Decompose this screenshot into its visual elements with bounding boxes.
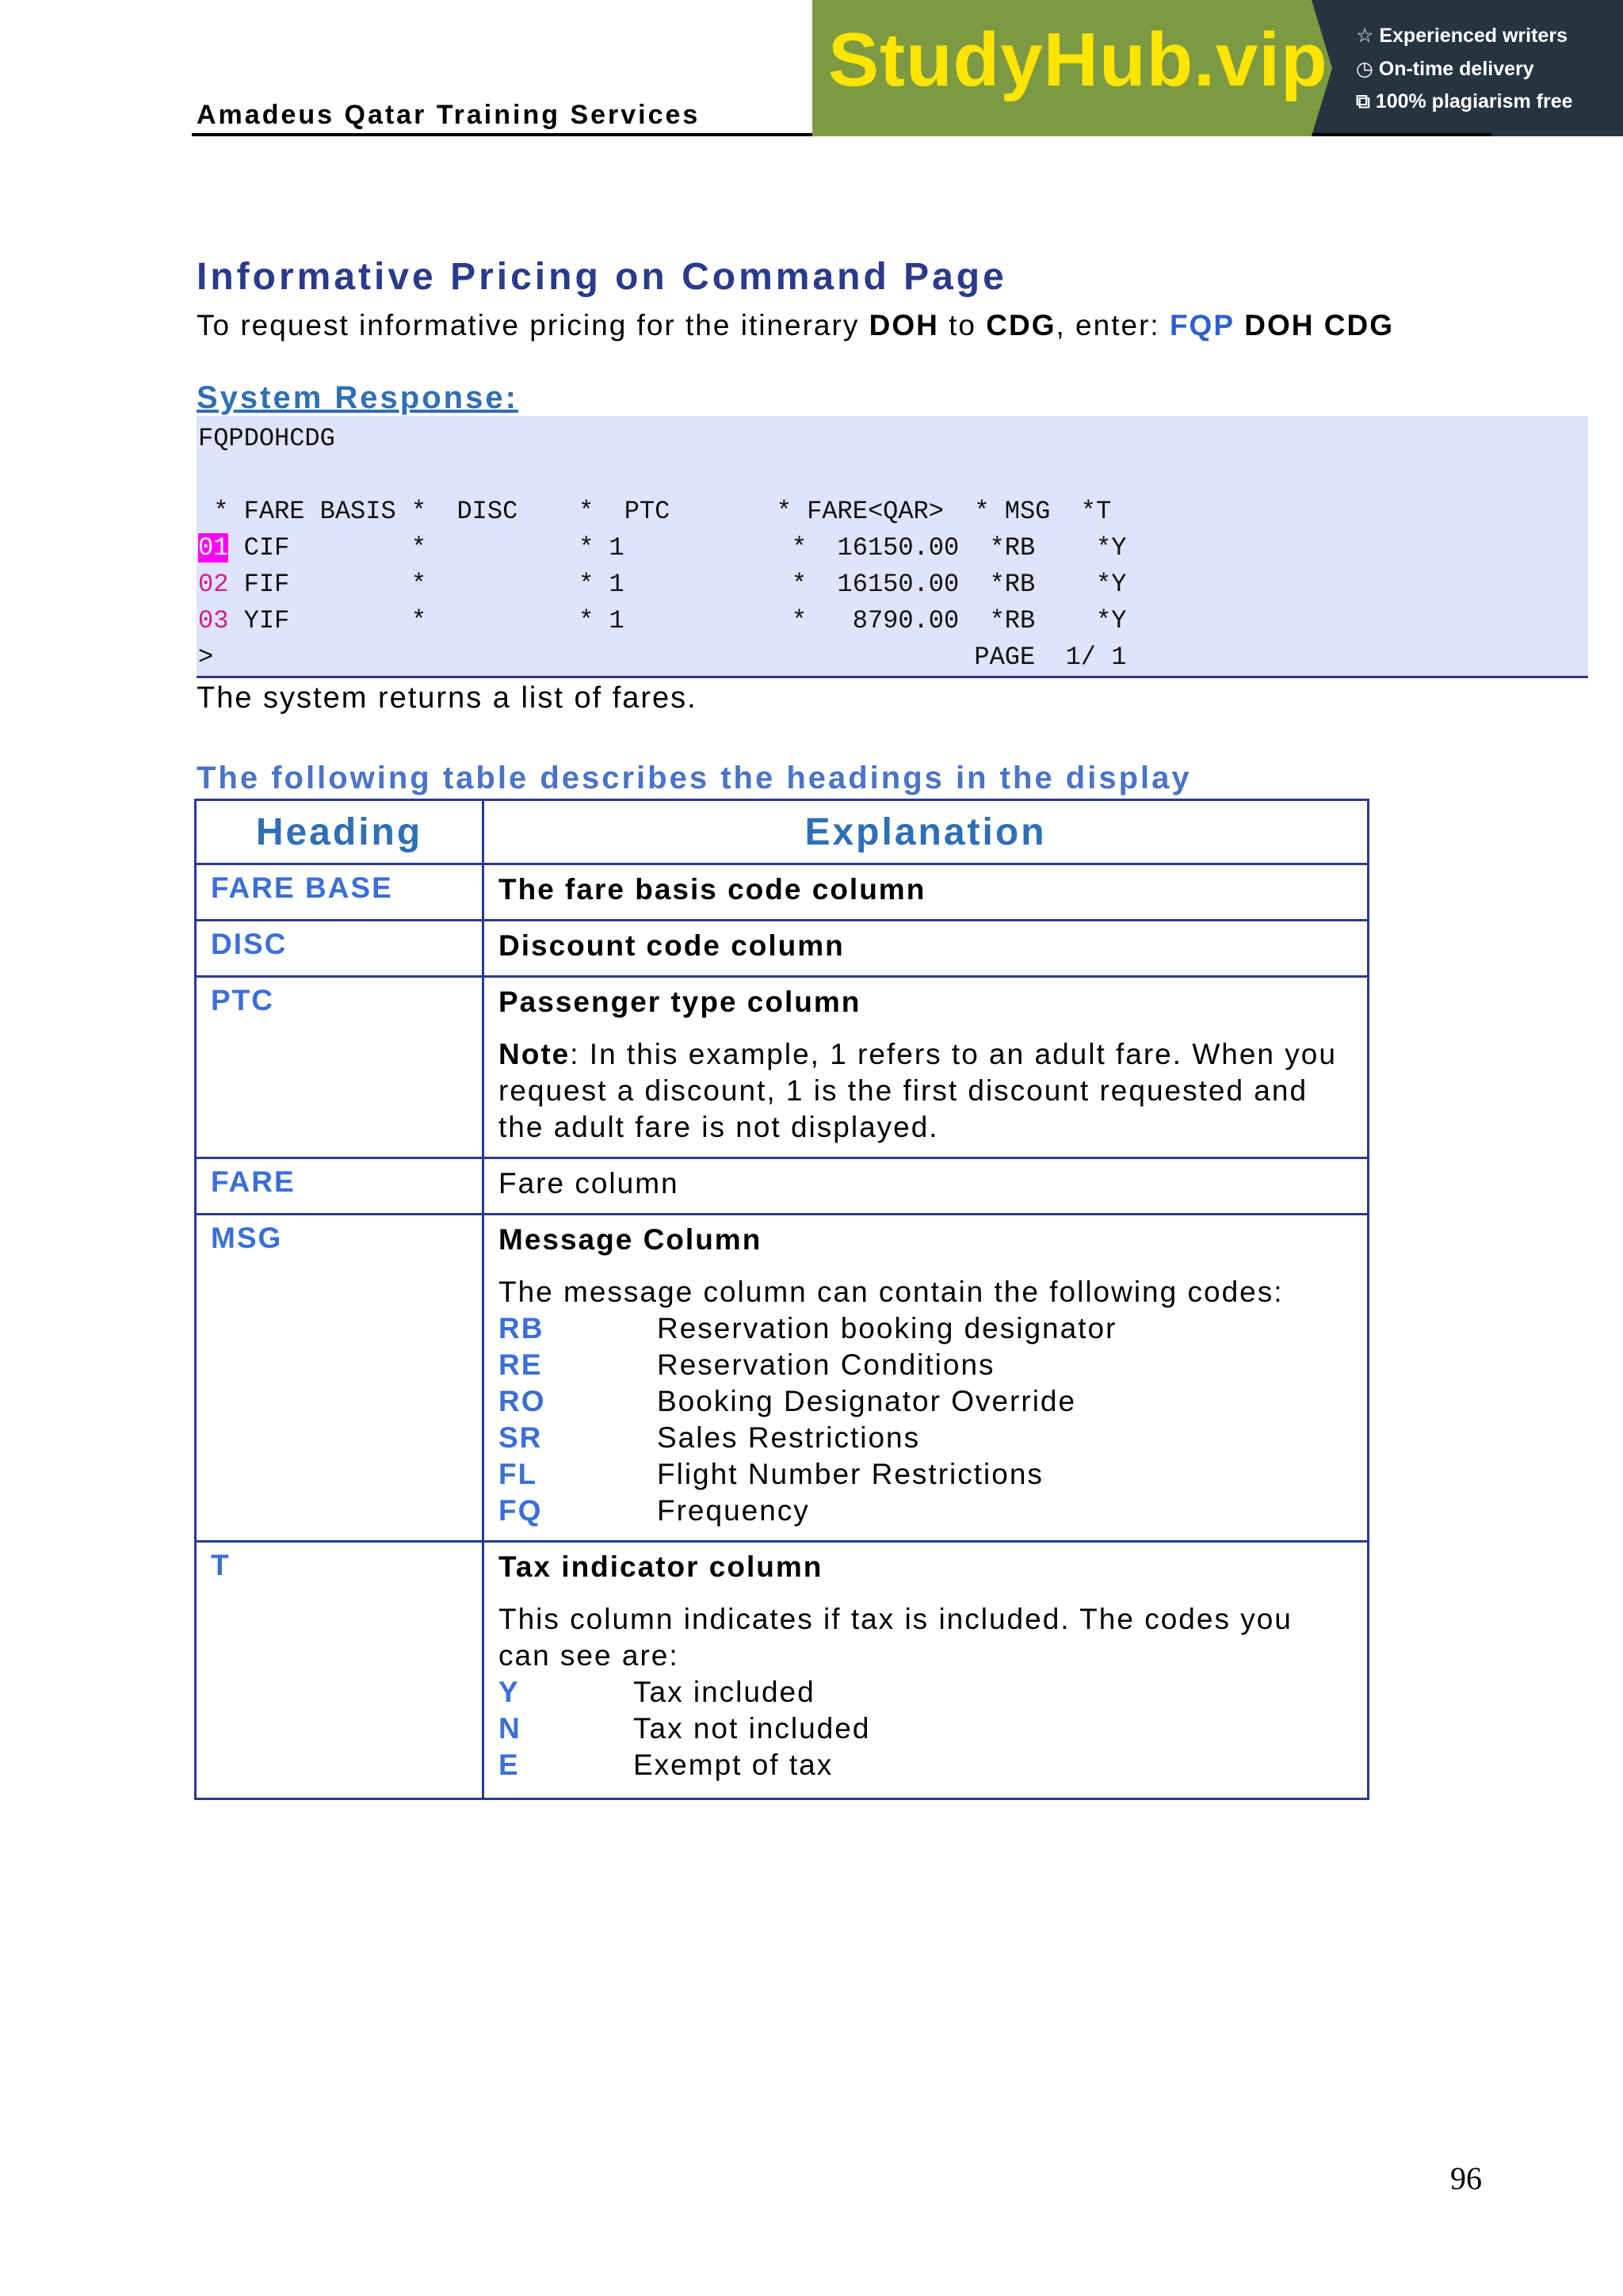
code-item	[498, 1711, 1353, 1747]
perk-writers: ☆ Experienced writers	[1356, 25, 1568, 47]
fare-row-number: 02	[198, 570, 229, 599]
code-desc: Booking Designator Override	[657, 1385, 1077, 1417]
row-explanation	[483, 1215, 1369, 1542]
code-item	[498, 1383, 1353, 1420]
table-row	[196, 1542, 1369, 1799]
terminal-fare-row	[198, 570, 1126, 599]
code-label: FL	[498, 1458, 538, 1490]
code-desc: Tax included	[633, 1676, 815, 1708]
code-label: RE	[498, 1348, 543, 1381]
section-title: Informative Pricing on Command Page	[197, 256, 1007, 298]
row-explanation	[483, 921, 1369, 977]
ad-banner[interactable]	[812, 0, 1623, 136]
row-explanation	[483, 977, 1369, 1158]
fare-row-text: FIF * * 1 * 16150.00 *RB *Y	[228, 570, 1127, 599]
table-caption: The following table describes the headings in the display	[197, 761, 1192, 795]
code-item	[498, 1456, 1353, 1493]
fare-row-text: CIF * * 1 * 16150.00 *RB *Y	[228, 533, 1127, 563]
to-word: to	[938, 309, 987, 341]
brand-logo[interactable]: StudyHub.vip	[828, 17, 1328, 102]
code-label: SR	[498, 1421, 543, 1454]
terminal-prompt-line: > PAGE 1/ 1	[198, 643, 1127, 672]
command-args: DOH CDG	[1244, 309, 1395, 341]
terminal-command-line: FQPDOHCDG	[198, 424, 335, 453]
fare-row-number: 03	[198, 606, 229, 635]
table-row	[196, 864, 1369, 921]
code-label: E	[498, 1749, 520, 1781]
row-explanation-text: Passenger type column	[498, 986, 861, 1018]
terminal-header-line: * FARE BASIS * DISC * PTC * FARE<QAR> * MSG *T	[198, 497, 1112, 526]
perk-delivery: ◷ On-time delivery	[1356, 58, 1534, 80]
table-row	[196, 977, 1369, 1158]
msg-title: Message Column	[498, 1223, 762, 1256]
note-label: Note	[498, 1038, 571, 1070]
col-heading-header: Heading	[196, 800, 483, 864]
code-desc: Flight Number Restrictions	[657, 1458, 1044, 1490]
table-row	[196, 1215, 1369, 1542]
origin-code: DOH	[869, 309, 939, 341]
row-heading-fare-base: FARE BASE	[196, 864, 483, 921]
row-explanation-text: The fare basis code column	[498, 873, 926, 906]
header-title: Amadeus Qatar Training Services	[197, 100, 701, 130]
fare-row-text: YIF * * 1 * 8790.00 *RB *Y	[228, 606, 1127, 635]
table-row	[196, 921, 1369, 977]
terminal-display[interactable]	[197, 416, 1588, 678]
col-explanation-header: Explanation	[483, 800, 1369, 864]
code-label: Y	[498, 1676, 520, 1708]
fare-row-number: 01	[198, 533, 229, 563]
returns-text: The system returns a list of fares.	[197, 681, 697, 715]
msg-text: The message column can contain the following codes:	[498, 1276, 1284, 1308]
code-item	[498, 1420, 1353, 1456]
code-desc: Frequency	[657, 1494, 810, 1527]
row-explanation	[483, 1158, 1369, 1215]
table-row	[196, 1158, 1369, 1215]
system-response-label: System Response:	[197, 380, 518, 415]
row-heading-msg: MSG	[196, 1215, 483, 1542]
table-header-row	[196, 800, 1369, 864]
destination-code: CDG	[986, 309, 1056, 341]
code-label: RB	[498, 1312, 544, 1344]
code-desc: Sales Restrictions	[657, 1421, 921, 1454]
terminal-fare-row	[198, 606, 1126, 635]
row-explanation-text: Discount code column	[498, 929, 845, 962]
row-explanation	[483, 1542, 1369, 1799]
code-item	[498, 1347, 1353, 1383]
note-text: : In this example, 1 refers to an adult fare. When you request a discount, 1 is the first discount requested and the adult fare is not displayed.	[498, 1038, 1337, 1143]
code-desc: Reservation Conditions	[657, 1348, 995, 1381]
ptc-note	[498, 1036, 1353, 1146]
row-heading-t: T	[196, 1542, 483, 1799]
code-desc: Exempt of tax	[633, 1749, 834, 1781]
perk-plagiarism: ⧉ 100% plagiarism free	[1356, 90, 1573, 113]
row-explanation-text: Fare column	[498, 1167, 679, 1199]
code-label: N	[498, 1712, 521, 1745]
row-heading-ptc: PTC	[196, 977, 483, 1158]
code-item	[498, 1310, 1353, 1347]
intro-text: To request informative pricing for the itinerary	[197, 309, 869, 341]
tax-text: This column indicates if tax is included. The codes you can see are:	[498, 1603, 1293, 1672]
row-heading-disc: DISC	[196, 921, 483, 977]
code-label: RO	[498, 1385, 546, 1417]
code-item	[498, 1747, 1353, 1783]
row-explanation	[483, 864, 1369, 921]
headings-table	[194, 799, 1369, 1800]
command-name: FQP	[1169, 309, 1235, 341]
terminal-fare-row	[198, 533, 1126, 563]
intro-paragraph	[197, 309, 1394, 342]
code-item	[498, 1674, 1353, 1711]
page-number: 96	[1450, 2161, 1482, 2196]
code-desc: Tax not included	[633, 1712, 871, 1745]
enter-text: , enter:	[1056, 309, 1170, 341]
code-label: FQ	[498, 1494, 543, 1527]
code-desc: Reservation booking designator	[657, 1312, 1117, 1344]
code-item	[498, 1493, 1353, 1529]
tax-title: Tax indicator column	[498, 1550, 823, 1583]
row-heading-fare: FARE	[196, 1158, 483, 1215]
